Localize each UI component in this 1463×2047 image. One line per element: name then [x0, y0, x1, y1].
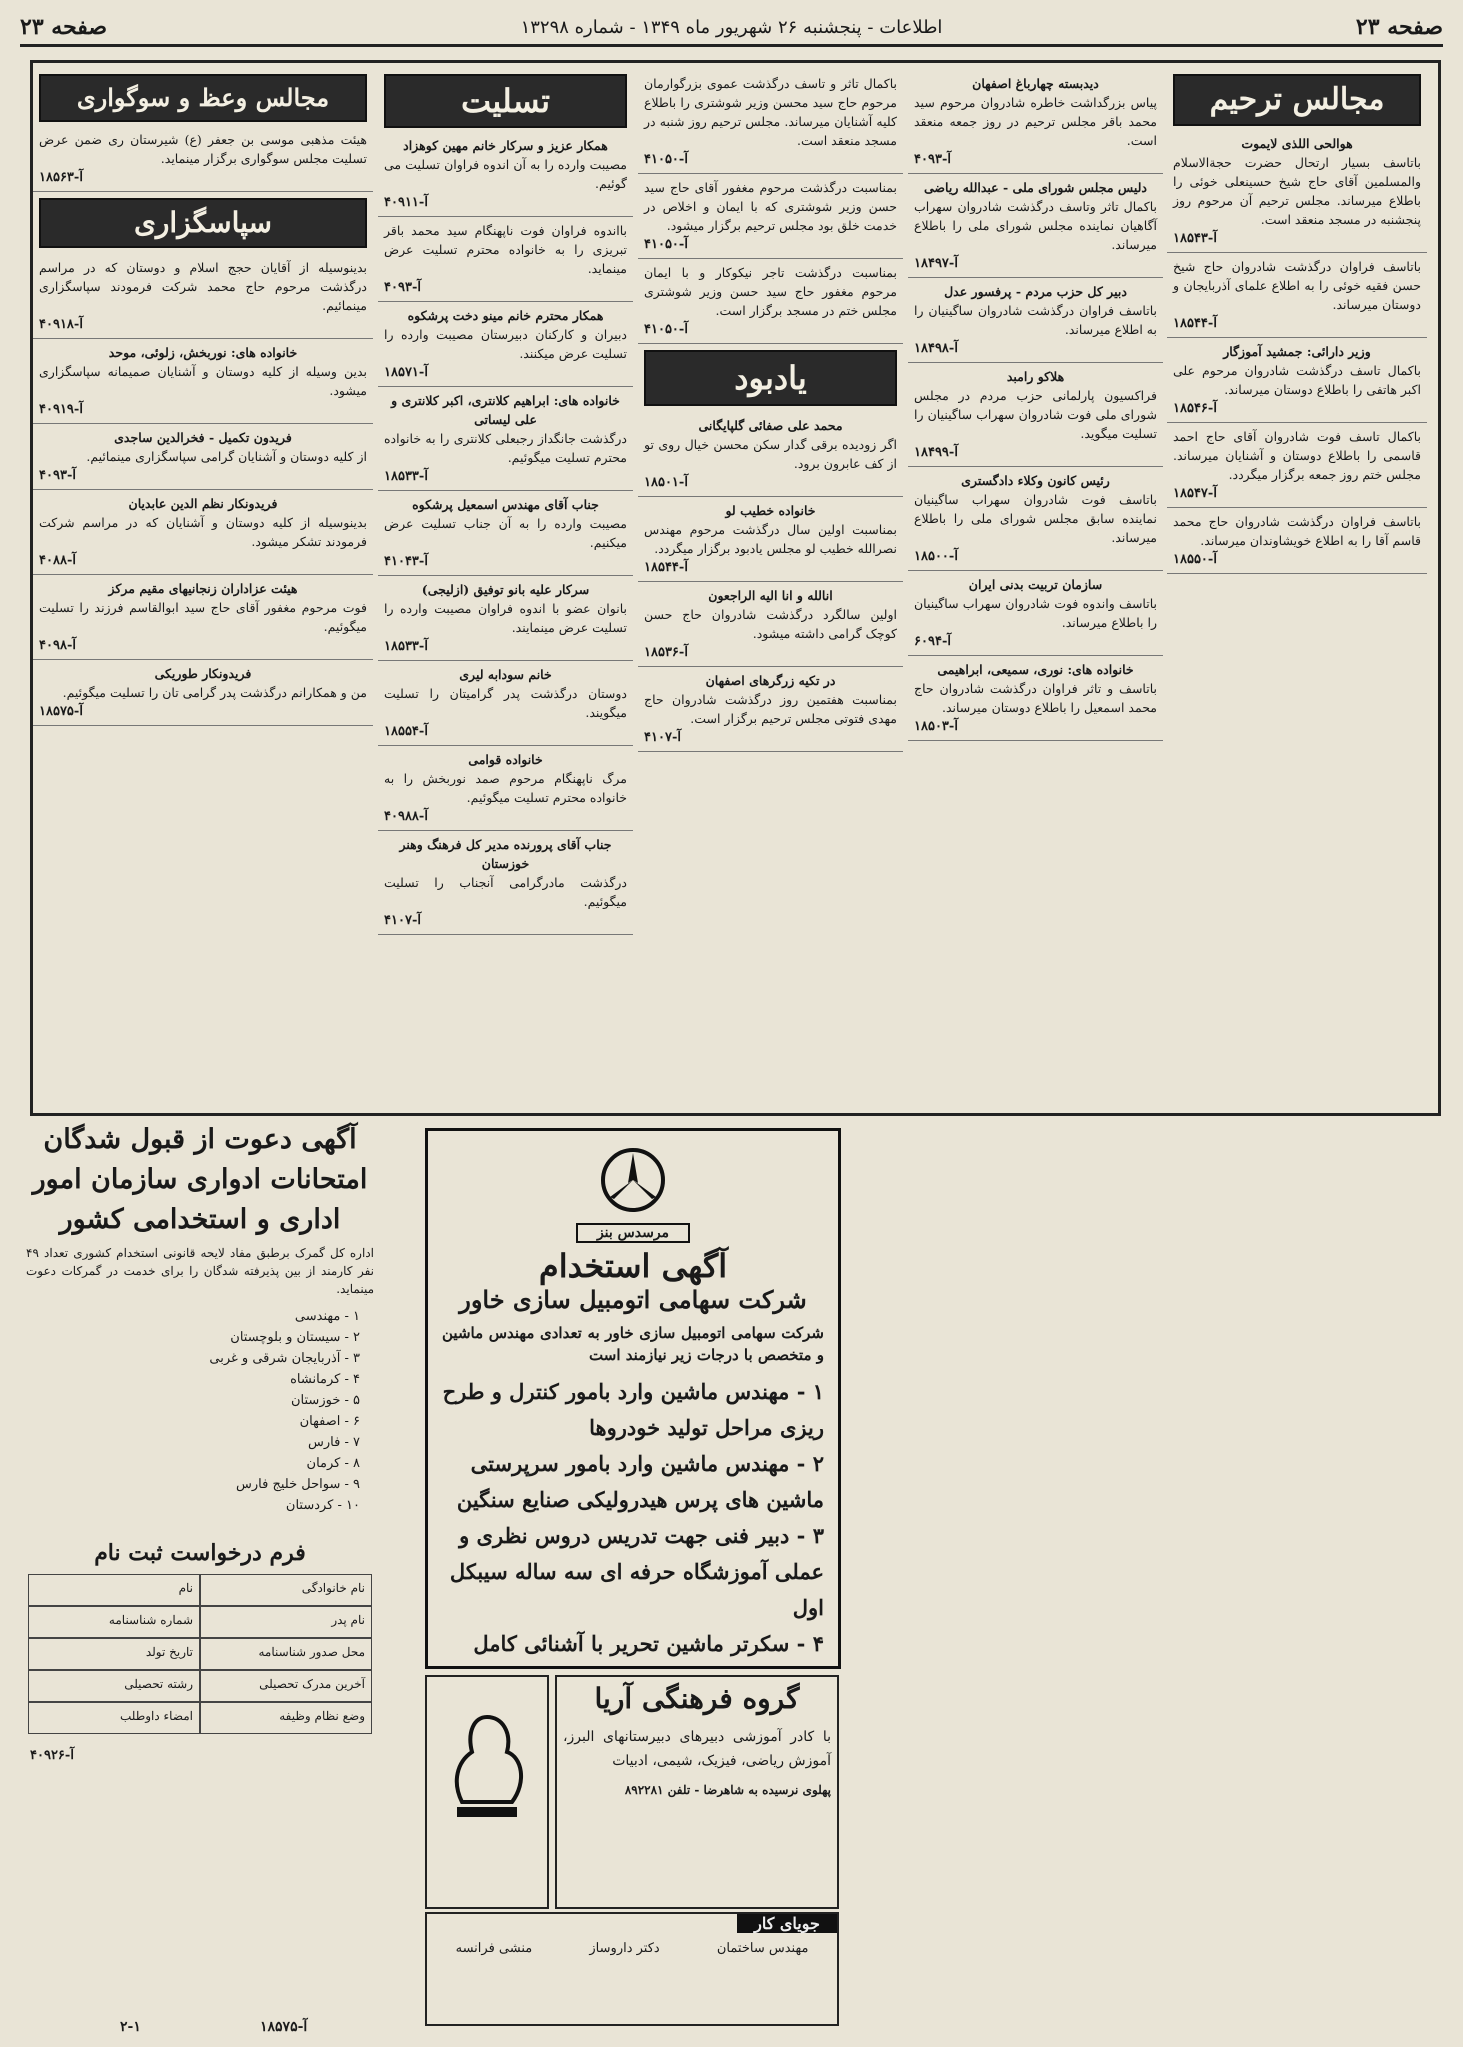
notice	[378, 746, 633, 831]
notice-code: آ-۴۰۹۱۹	[39, 402, 83, 417]
notice-title: فریدونکار نظم الدین عابدیان	[128, 496, 278, 511]
column-vaz	[33, 70, 373, 1100]
notice	[908, 174, 1163, 278]
notice-body: مرگ ناپهنگام مرحوم صمد نوربخش را به خانواده محترم تسلیت میگوئیم.	[384, 771, 627, 805]
form-field[interactable]: آخرین مدرک تحصیلی	[200, 1670, 372, 1702]
notice	[908, 278, 1163, 363]
notice-title: جناب آقای پرورنده مدیر کل فرهنگ وهنر خوزستان	[399, 837, 612, 871]
notice	[1167, 508, 1427, 574]
footer-left: ۲-۱	[120, 2019, 141, 2035]
notice	[378, 491, 633, 576]
notice	[638, 70, 903, 174]
form-field[interactable]: وضع نظام وظیفه	[200, 1702, 372, 1734]
notice-code: آ-۴۰۹۱۸	[39, 317, 83, 332]
notice-body: از کلیه دوستان و آشنایان گرامی سپاسگزاری مینمائیم.	[86, 449, 367, 464]
notice-list	[378, 132, 633, 935]
notice-body: بدین وسیله از کلیه دوستان و آشنایان صمیمانه سپاسگزاری میشود.	[39, 364, 367, 398]
exam-list-item: ۴ - کرمانشاه	[290, 1372, 360, 1387]
notice-body: من و همکارانم درگذشت پدر گرامی تان را تسلیت میگوئیم.	[62, 685, 367, 700]
notice	[638, 259, 903, 344]
job-item: ۳ - دبیر فنی جهت تدریس دروس نظری و عملی آموزشگاه حرفه ای سه ساله سیبکل اول	[449, 1523, 824, 1620]
notice-code: آ-۱۸۵۶۳	[39, 170, 83, 185]
notice	[378, 831, 633, 935]
notice	[378, 576, 633, 661]
notice	[908, 467, 1163, 571]
classified-item: منشی فرانسه	[455, 1941, 533, 1956]
notice-code: آ-۱۸۵۴۳	[1173, 231, 1217, 246]
job-item: ۴ - سکرتر ماشین تحریر با آشنائی کامل	[473, 1631, 824, 1656]
page-number: صفحه ۲۳	[1355, 14, 1443, 40]
notice-body: دوستان درگذشت پدر گرامیتان را تسلیت میگویند.	[384, 686, 627, 720]
notice-code: آ-۱۸۵۳۳	[384, 639, 428, 654]
notice-body: باتاسف فراوان درگذشت شادروان حاج محمد قاسم آقا را به اطلاع خویشاوندان میرساند.	[1173, 514, 1421, 548]
arya-address: پهلوی نرسیده به شاهرضا - تلفن ۸۹۲۲۸۱	[624, 1783, 831, 1797]
exam-list-item: ۵ - خوزستان	[291, 1393, 360, 1408]
notice-title: انالله و انا الیه الراجعون	[708, 588, 833, 603]
notice-code: آ-۱۸۴۹۹	[914, 445, 958, 460]
notice-code: آ-۱۸۵۵۴	[384, 724, 428, 739]
notice-code: آ-۱۸۵۷۱	[384, 365, 428, 380]
notice-code: آ-۱۸۵۷۵	[39, 704, 83, 719]
form-title: فرم درخواست ثبت نام	[94, 1540, 306, 1566]
notice-code: آ-۴۰۹۳	[384, 280, 421, 295]
arya-body: با کادر آموزشی دبیرهای دبیرستانهای البرز، آموزش ریاضی، فیزیک، شیمی، ادبیات	[563, 1729, 831, 1769]
notice	[638, 412, 903, 497]
notice-body: مصیبت وارده را به آن اندوه فراوان تسلیت می گوئیم.	[384, 157, 627, 191]
notice-body: باتاسف بسیار ارتحال حضرت حجةالاسلام والمسلمین آقای حاج شیخ حسینعلی خوئی را باطلاع میرساند. مجلس ترحیم آن مرحوم روز پنجشنبه در مسجد منعقد است.	[1173, 155, 1421, 227]
exam-sig: آ-۴۰۹۲۶	[30, 1748, 74, 1763]
notice-code: آ-۴۰۹۸	[39, 638, 76, 653]
notice-title: خانواده خطیب لو	[725, 503, 816, 518]
classifieds-label: جویای کار	[737, 1914, 837, 1933]
notice	[33, 424, 373, 490]
notice-body: بمناسبت درگذشت تاجر نیکوکار و با ایمان مرحوم مغفور حاج سید حسن وزیر شوشتری مجلس ختم در مسجد برگزار است.	[644, 265, 897, 318]
notice-body: اولین سالگرد درگذشت شادروان حاج حسن کوچک گرامی داشته میشود.	[644, 607, 897, 641]
notice-body: بدینوسیله از آقایان حجج اسلام و دوستان که در مراسم درگذشت مرحوم حاج محمد شرکت فرمودند سپاسگزاری مینمائیم.	[39, 260, 367, 313]
notice	[638, 667, 903, 752]
notice-title: خانواده های: نوری، سمیعی، ابراهیمی	[937, 662, 1134, 677]
notice-code: آ-۱۸۴۹۸	[914, 341, 958, 356]
notice-body: بمناسبت درگذشت مرحوم مغفور آقای حاج سید حسن وزیر شوشتری که با ایمان و اخلاص در خدمت خلق بود مجلس ترحیم برگزار میشود.	[644, 180, 897, 233]
notice-body: بانوان عضو با اندوه فراوان مصیبت وارده را تسلیت عرض مینمایند.	[384, 601, 627, 635]
notice-code: آ-۱۸۴۹۷	[914, 256, 958, 271]
form-field[interactable]: تاریخ تولد	[28, 1638, 200, 1670]
notice-code: آ-۱۸۵۰۰	[914, 549, 958, 564]
notice	[1167, 253, 1427, 338]
classified-items	[427, 1933, 837, 1956]
form-field[interactable]: محل صدور شناسنامه	[200, 1638, 372, 1670]
notice	[33, 339, 373, 424]
banner-majales-tarhim: مجالس ترحیم	[1173, 74, 1421, 126]
notice	[378, 132, 633, 217]
exam-list-item: ۸ - کرمان	[306, 1456, 360, 1471]
masthead-title: اطلاعات - پنجشنبه ۲۶ شهریور ماه ۱۳۴۹ - شماره ۱۳۲۹۸	[520, 16, 943, 38]
classified-item: دکتر داروساز	[589, 1941, 660, 1956]
notice-body: باتاسف فراوان درگذشت شادروان حاج شیخ حسن فقیه خوئی را به اطلاع علمای آذربایجان و دوستان میرساند.	[1173, 259, 1421, 312]
page-number-left: صفحه ۲۳	[20, 14, 108, 40]
notice	[1167, 423, 1427, 508]
notice-code: آ-۴۱۰۵۰	[644, 152, 688, 167]
exam-list-item: ۲ - سیستان و بلوچستان	[230, 1330, 360, 1345]
notice-list	[1167, 130, 1427, 574]
notice-title: خانم سودابه لیری	[459, 667, 552, 682]
rooster-logo-icon	[427, 1707, 547, 1831]
column-condolence-right	[1167, 70, 1427, 1100]
notice-title: فریدون تکمیل - فخرالدین ساجدی	[114, 430, 292, 445]
notice-code: آ-۱۸۵۴۷	[1173, 486, 1217, 501]
notice-code: آ-۴۱۰۴۳	[384, 554, 428, 569]
notice-title: دیدبسته چهارباغ اصفهان	[972, 76, 1099, 91]
notice-title: خانواده های: ابراهیم کلانتری، اکبر کلانتری و علی لیساتی	[391, 393, 620, 427]
notice-title: دبیر کل حزب مردم - پرفسور عدل	[944, 284, 1127, 299]
notice-title: وزیر دارائی: جمشید آموزگار	[1223, 344, 1371, 359]
notice-code: آ-۴۱۰۵۰	[644, 322, 688, 337]
notice-code: آ-۱۸۵۵۰	[1173, 552, 1217, 567]
notice	[378, 661, 633, 746]
notice-title: در تکیه زرگرهای اصفهان	[705, 673, 836, 688]
banner-yadbood: یادبود	[644, 350, 897, 406]
notice	[33, 490, 373, 575]
notice-body: درگذشت جانگداز رجبعلی کلانتری را به خانواده محترم تسلیت میگوئیم.	[384, 431, 627, 465]
notice-body: باتاسف فوت شادروان سهراب ساگینیان نماینده سابق مجلس شورای ملی را باطلاع میرساند.	[914, 492, 1157, 545]
notice-code: آ-۱۸۵۴۶	[1173, 401, 1217, 416]
notice-title: سازمان تربیت بدنی ایران	[968, 577, 1103, 592]
notice-code: آ-۴۱۰۷	[384, 913, 421, 928]
notice-title: هوالحی اللذی لایموت	[1241, 136, 1353, 151]
notice-code: آ-۱۸۵۴۴	[644, 560, 688, 575]
notice-code: آ-۴۰۹۳	[39, 468, 76, 483]
notice-body: اگر زودیده برقی گدار سکن محسن خیال روی تو از کف عابرون برود.	[644, 437, 897, 471]
arya-ad	[555, 1675, 839, 1909]
arya-title: گروه فرهنگی آریا	[594, 1682, 800, 1715]
hatam-logo-ad	[425, 1675, 549, 1909]
exam-list-item: ۹ - سواحل خلیج فارس	[236, 1477, 360, 1492]
ad-items	[428, 1374, 838, 1669]
notice-title: هیئت عزاداران زنجانیهای مقیم مرکز	[108, 581, 298, 596]
classifieds	[425, 1912, 839, 2026]
notice	[638, 582, 903, 667]
notice-code: آ-۱۸۵۰۱	[644, 475, 688, 490]
exam-body: اداره کل گمرک برطبق مفاد لایحه قانونی استخدام کشوری تعداد ۴۹ نفر کارمند از بین پذیرفته شدگان را برای خدمت در گمرکات دعوت مینماید.	[26, 1246, 374, 1296]
notice	[378, 217, 633, 302]
form-field[interactable]: نام پدر	[200, 1606, 372, 1638]
khavar-job-ad	[425, 1128, 841, 1669]
banner-tasliat: تسلیت	[384, 74, 627, 128]
notice-title: رئیس کانون وکلاء دادگستری	[961, 473, 1110, 488]
notice	[638, 174, 903, 259]
notice-code: آ-۴۰۹۱۱	[384, 195, 428, 210]
notice-body: باتاسف واندوه فوت شادروان سهراب ساگینیان را باطلاع میرساند.	[914, 596, 1157, 630]
notice-code: آ-۱۸۵۰۳	[914, 719, 958, 734]
notice-body: باکمال تاسف فوت شادروان آقای حاج احمد قاسمی را باطلاع دوستان و آشنایان میرساند. مجلس ختم روز جمعه برگزار میگردد.	[1173, 429, 1421, 482]
ad-intro: شرکت سهامی اتومبیل سازی خاور به تعدادی مهندس ماشین و متخصص با درجات زیر نیازمند است	[442, 1324, 824, 1364]
notice-body: بدینوسیله از کلیه دوستان و آشنایان که در مراسم شرکت فرمودند تشکر میشود.	[39, 515, 367, 549]
exam-notice	[20, 1120, 380, 2025]
exam-title: آگهی دعوت از قبول شدگان امتحانات ادواری سازمان امور اداری و استخدامی کشور	[32, 1124, 368, 1235]
mercedes-logo-icon	[428, 1145, 838, 1219]
notice-list	[908, 70, 1163, 741]
notice	[908, 363, 1163, 467]
registration-form	[28, 1574, 372, 1734]
notice-body: بمناسبت هفتمین روز درگذشت شادروان حاج مهدی فتوتی مجلس ترحیم برگزار است.	[644, 692, 897, 726]
column-tasliat	[378, 70, 633, 1100]
notice	[908, 70, 1163, 174]
notice-title: همکار محترم خانم مینو دخت پرشکوه	[407, 308, 604, 323]
notice-body: بااندوه فراوان فوت ناپهنگام سید محمد باقر تبریزی را به خانواده محترم تسلیت عرض مینماید.	[384, 223, 627, 276]
notice-code: آ-۴۰۹۳	[914, 152, 951, 167]
ad-title: آگهی استخدام	[538, 1247, 728, 1285]
notice	[33, 254, 373, 339]
column-condolence-2	[908, 70, 1163, 1100]
masthead	[20, 10, 1443, 47]
column-yadbood	[638, 70, 903, 1100]
notice-body: فراکسیون پارلمانی حزب مردم در مجلس شورای ملی فوت شادروان سهراب ساگینیان را تسلیت میگوید.	[914, 388, 1157, 441]
notice-title: سرکار علیه بانو توفیق (ازلیجی)	[421, 582, 590, 597]
notice-body: باکمال تاثر و تاسف درگذشت عموی بزرگوارمان مرحوم حاج سید محسن وزیر شوشتری را باطلاع کلیه آشنایان میرساند. مجلس ترحیم روز شنبه در مسجد منعقد است.	[644, 76, 897, 148]
exam-list-item: ۱ - مهندسی	[294, 1309, 360, 1324]
ad-company: شرکت سهامی اتومبیل سازی خاور	[459, 1285, 807, 1314]
notice-body: پیاس بزرگداشت خاطره شادروان مرحوم سید محمد باقر مجلس ترحیم در روز جمعه منعقد است.	[914, 95, 1157, 148]
notice-body: باکمال تاسف درگذشت شادروان مرحوم علی اکبر هاتفی را باطلاع دوستان میرساند.	[1173, 363, 1421, 397]
notice-code: آ-۱۸۵۳۶	[644, 645, 688, 660]
notice-title: خانواده قوامی	[468, 752, 543, 767]
notice-title: خانواده های: نوربخش، زلوئی، موحد	[108, 345, 298, 360]
notice	[908, 571, 1163, 656]
job-item: ۲ - مهندس ماشین وارد بامور سرپرستی ماشین های پرس هیدرولیکی صنایع سنگین	[456, 1451, 824, 1512]
notice	[1167, 338, 1427, 423]
banner-sepasgozari: سپاسگزاری	[39, 198, 367, 248]
notice	[33, 126, 373, 192]
notice-title: هلاکو رامبد	[1006, 369, 1065, 384]
notice-body: درگذشت مادرگرامی آنجناب را تسلیت میگوئیم.	[384, 875, 627, 909]
notice-body: هیئت مذهبی موسی بن جعفر (ع) شیرستان ری ضمن عرض تسلیت مجلس سوگواری برگزار مینماید.	[39, 132, 367, 166]
notice-body: باتاسف فراوان درگذشت شادروان ساگینیان را به اطلاع میرساند.	[914, 303, 1157, 337]
notice-list-bottom	[638, 412, 903, 752]
notice-body: دبیران و کارکنان دبیرستان مصیبت وارده را تسلیت عرض میکنند.	[384, 327, 627, 361]
notice-title: همکار عزیز و سرکار خانم مهین کوهزاد	[403, 138, 608, 153]
footer-right: آ-۱۸۵۷۵	[260, 2019, 308, 2035]
exam-list-item: ۳ - آذربایجان شرقی و غربی	[209, 1351, 360, 1366]
notice	[1167, 130, 1427, 253]
notice-body: مصیبت وارده را به آن جناب تسلیت عرض میکنیم.	[384, 516, 627, 550]
notice-title: دلیس مجلس شورای ملی - عبدالله ریاضی	[924, 180, 1147, 195]
notice-code: آ-۶۰۹۴	[914, 634, 951, 649]
exam-list	[20, 1302, 380, 1520]
notice-code: آ-۱۸۵۳۳	[384, 469, 428, 484]
banner-majales-vaz: مجالس وعظ و سوگواری	[39, 74, 367, 122]
form-field[interactable]: رشته تحصیلی	[28, 1670, 200, 1702]
notice-list	[33, 254, 373, 726]
exam-list-item: ۱۰ - کردستان	[285, 1498, 360, 1513]
notice-body: فوت مرحوم مغفور آقای حاج سید ابوالقاسم فرزند را تسلیت میگوئیم.	[39, 600, 367, 634]
form-field[interactable]: امضاء داوطلب	[28, 1702, 200, 1734]
notice	[378, 302, 633, 387]
notice-body: بمناسبت اولین سال درگذشت مرحوم مهندس نصرالله خطیب لو مجلس یادبود برگزار میگردد.	[644, 522, 897, 556]
notice	[638, 497, 903, 582]
notice-body: باتاسف و تاثر فراوان درگذشت شادروان حاج محمد اسمعیل را باطلاع دوستان میرساند.	[914, 681, 1157, 715]
notice	[33, 575, 373, 660]
notice-code: آ-۱۸۵۴۴	[1173, 316, 1217, 331]
notice-title: جناب آقای مهندس اسمعیل پرشکوه	[412, 497, 599, 512]
column-lower-right	[1027, 1110, 1427, 2020]
notice-code: آ-۴۱۰۷	[644, 730, 681, 745]
notice-code: آ-۴۰۸۸	[39, 553, 76, 568]
notice-body: باکمال تاثر وتاسف درگذشت شادروان سهراب آگاهیان نماینده مجلس شورای ملی را باطلاع میرساند.	[914, 199, 1157, 252]
exam-list-item: ۶ - اصفهان	[299, 1414, 360, 1429]
form-field[interactable]: نام خانوادگی	[200, 1574, 372, 1606]
company-logo-text: مرسدس بنز	[576, 1223, 690, 1243]
notice-title: فریدونکار طوریکی	[154, 666, 252, 681]
notice-list-top	[638, 70, 903, 344]
exam-list-item: ۷ - فارس	[308, 1435, 360, 1450]
notice	[33, 660, 373, 726]
job-item: ۱ - مهندس ماشین وارد بامور کنترل و طرح ریزی مراحل تولید خودروها	[442, 1379, 824, 1440]
form-field[interactable]: شماره شناسنامه	[28, 1606, 200, 1638]
notice	[908, 656, 1163, 741]
notice	[378, 387, 633, 491]
form-field[interactable]: نام	[28, 1574, 200, 1606]
column-lower-mid	[843, 1110, 1023, 2020]
notice-list	[33, 126, 373, 192]
notice-code: آ-۴۰۹۸۸	[384, 809, 428, 824]
classified-item: مهندس ساختمان	[716, 1941, 809, 1956]
notice-title: محمد علی صفائی گلپایگانی	[698, 418, 843, 433]
notice-code: آ-۴۱۰۵۰	[644, 237, 688, 252]
